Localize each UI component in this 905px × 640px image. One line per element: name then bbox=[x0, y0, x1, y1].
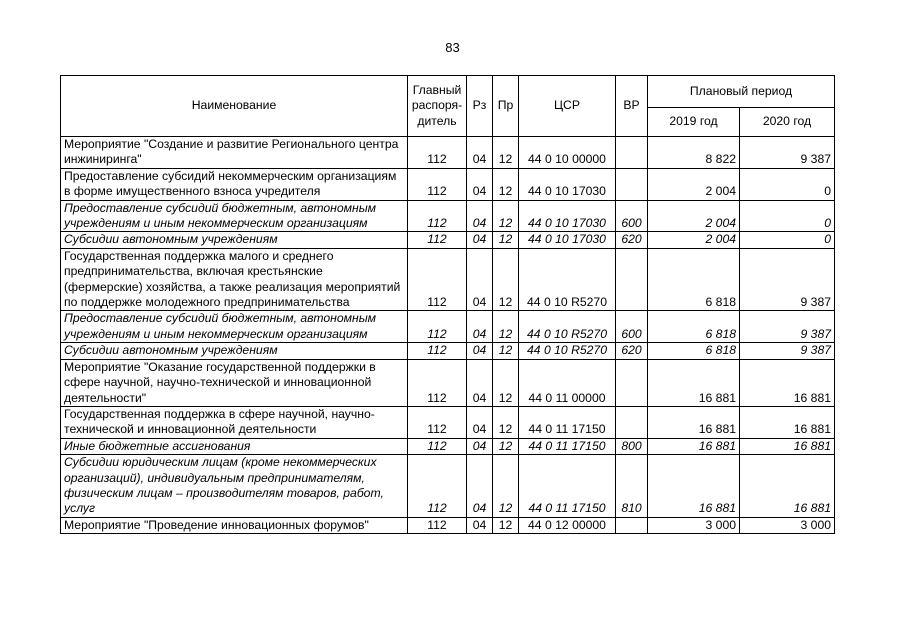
row-amount-2019: 2 004 bbox=[648, 200, 740, 232]
row-target-article: 44 0 12 00000 bbox=[519, 517, 616, 533]
row-name: Мероприятие "Проведение инновационных форумов" bbox=[61, 517, 408, 533]
row-subsection: 12 bbox=[493, 438, 519, 454]
budget-table bbox=[60, 75, 835, 534]
row-amount-2019: 6 818 bbox=[648, 311, 740, 343]
page-number: 83 bbox=[445, 40, 460, 55]
row-main-manager: 112 bbox=[408, 137, 467, 169]
row-name: Государственная поддержка в сфере научной, научно-технической и инновационной деятельности bbox=[61, 406, 408, 438]
row-subsection: 12 bbox=[493, 517, 519, 533]
row-subsection: 12 bbox=[493, 455, 519, 518]
row-amount-2019: 3 000 bbox=[648, 517, 740, 533]
table-row bbox=[61, 406, 835, 438]
row-expense-type: 620 bbox=[616, 232, 648, 248]
header-row bbox=[61, 76, 835, 108]
row-amount-2020: 0 bbox=[740, 168, 835, 200]
header-name: Наименование bbox=[61, 76, 408, 137]
row-expense-type: 600 bbox=[616, 200, 648, 232]
row-name: Субсидии автономным учреждениям bbox=[61, 343, 408, 359]
row-amount-2019: 6 818 bbox=[648, 248, 740, 311]
table-row bbox=[61, 311, 835, 343]
row-target-article: 44 0 11 17150 bbox=[519, 438, 616, 454]
row-amount-2020: 16 881 bbox=[740, 438, 835, 454]
row-main-manager: 112 bbox=[408, 359, 467, 406]
row-expense-type bbox=[616, 168, 648, 200]
row-subsection: 12 bbox=[493, 359, 519, 406]
header-planned-period: Плановый период bbox=[648, 76, 835, 108]
row-amount-2019: 2 004 bbox=[648, 168, 740, 200]
table-body bbox=[61, 137, 835, 534]
row-amount-2019: 16 881 bbox=[648, 455, 740, 518]
row-subsection: 12 bbox=[493, 168, 519, 200]
row-subsection: 12 bbox=[493, 343, 519, 359]
row-section: 04 bbox=[467, 232, 493, 248]
row-amount-2020: 16 881 bbox=[740, 455, 835, 518]
row-expense-type: 810 bbox=[616, 455, 648, 518]
row-target-article: 44 0 10 17030 bbox=[519, 168, 616, 200]
row-expense-type bbox=[616, 517, 648, 533]
row-section: 04 bbox=[467, 248, 493, 311]
row-section: 04 bbox=[467, 455, 493, 518]
row-target-article: 44 0 11 17150 bbox=[519, 455, 616, 518]
row-amount-2020: 9 387 bbox=[740, 137, 835, 169]
row-expense-type: 620 bbox=[616, 343, 648, 359]
row-subsection: 12 bbox=[493, 406, 519, 438]
row-target-article: 44 0 10 00000 bbox=[519, 137, 616, 169]
row-subsection: 12 bbox=[493, 232, 519, 248]
row-name: Субсидии автономным учреждениям bbox=[61, 232, 408, 248]
row-amount-2020: 3 000 bbox=[740, 517, 835, 533]
row-subsection: 12 bbox=[493, 311, 519, 343]
table-row bbox=[61, 200, 835, 232]
row-subsection: 12 bbox=[493, 200, 519, 232]
table-row bbox=[61, 438, 835, 454]
row-amount-2020: 0 bbox=[740, 200, 835, 232]
row-target-article: 44 0 10 R5270 bbox=[519, 311, 616, 343]
table-row bbox=[61, 517, 835, 533]
row-amount-2019: 16 881 bbox=[648, 438, 740, 454]
header-expense-type: ВР bbox=[616, 76, 648, 137]
row-main-manager: 112 bbox=[408, 248, 467, 311]
row-expense-type bbox=[616, 248, 648, 311]
row-section: 04 bbox=[467, 343, 493, 359]
row-target-article: 44 0 10 17030 bbox=[519, 200, 616, 232]
row-target-article: 44 0 11 00000 bbox=[519, 359, 616, 406]
row-name: Предоставление субсидий бюджетным, автономным учреждениям и иным некоммерческим организациям bbox=[61, 200, 408, 232]
row-main-manager: 112 bbox=[408, 438, 467, 454]
row-amount-2019: 16 881 bbox=[648, 406, 740, 438]
row-subsection: 12 bbox=[493, 248, 519, 311]
row-main-manager: 112 bbox=[408, 311, 467, 343]
row-name: Иные бюджетные ассигнования bbox=[61, 438, 408, 454]
row-expense-type: 800 bbox=[616, 438, 648, 454]
table-row bbox=[61, 137, 835, 169]
row-section: 04 bbox=[467, 438, 493, 454]
row-expense-type bbox=[616, 137, 648, 169]
row-name: Предоставление субсидий бюджетным, автономным учреждениям и иным некоммерческим организациям bbox=[61, 311, 408, 343]
row-amount-2019: 2 004 bbox=[648, 232, 740, 248]
row-name: Государственная поддержка малого и среднего предпринимательства, включая крестьянские (фермерские) хозяйства, а также реализация мероприятий по поддержке молодежного предпринимательства bbox=[61, 248, 408, 311]
row-target-article: 44 0 11 17150 bbox=[519, 406, 616, 438]
header-year-2020: 2020 год bbox=[740, 108, 835, 137]
table-row bbox=[61, 248, 835, 311]
row-main-manager: 112 bbox=[408, 517, 467, 533]
header-year-2019: 2019 год bbox=[648, 108, 740, 137]
row-main-manager: 112 bbox=[408, 168, 467, 200]
row-amount-2020: 9 387 bbox=[740, 311, 835, 343]
row-expense-type bbox=[616, 406, 648, 438]
row-target-article: 44 0 10 R5270 bbox=[519, 248, 616, 311]
row-name: Субсидии юридическим лицам (кроме некоммерческих организаций), индивидуальным предпринимателям, физическим лицам – производителям товаров, работ, услуг bbox=[61, 455, 408, 518]
table-row bbox=[61, 359, 835, 406]
row-main-manager: 112 bbox=[408, 406, 467, 438]
table-row bbox=[61, 455, 835, 518]
row-expense-type bbox=[616, 359, 648, 406]
header-target-article: ЦСР bbox=[519, 76, 616, 137]
row-section: 04 bbox=[467, 406, 493, 438]
row-main-manager: 112 bbox=[408, 232, 467, 248]
row-name: Мероприятие "Оказание государственной поддержки в сфере научной, научно-технической и инновационной деятельности" bbox=[61, 359, 408, 406]
row-section: 04 bbox=[467, 200, 493, 232]
row-amount-2020: 9 387 bbox=[740, 343, 835, 359]
row-amount-2020: 16 881 bbox=[740, 406, 835, 438]
table-row bbox=[61, 168, 835, 200]
row-expense-type: 600 bbox=[616, 311, 648, 343]
header-section: Рз bbox=[467, 76, 493, 137]
row-target-article: 44 0 10 17030 bbox=[519, 232, 616, 248]
row-section: 04 bbox=[467, 359, 493, 406]
row-subsection: 12 bbox=[493, 137, 519, 169]
row-amount-2020: 16 881 bbox=[740, 359, 835, 406]
table-row bbox=[61, 232, 835, 248]
row-section: 04 bbox=[467, 517, 493, 533]
row-section: 04 bbox=[467, 168, 493, 200]
row-name: Мероприятие "Создание и развитие Регионального центра инжиниринга" bbox=[61, 137, 408, 169]
row-target-article: 44 0 10 R5270 bbox=[519, 343, 616, 359]
row-amount-2020: 0 bbox=[740, 232, 835, 248]
row-name: Предоставление субсидий некоммерческим организациям в форме имущественного взноса учредителя bbox=[61, 168, 408, 200]
row-amount-2019: 6 818 bbox=[648, 343, 740, 359]
row-section: 04 bbox=[467, 137, 493, 169]
row-main-manager: 112 bbox=[408, 455, 467, 518]
table-row bbox=[61, 343, 835, 359]
row-amount-2020: 9 387 bbox=[740, 248, 835, 311]
header-subsection: Пр bbox=[493, 76, 519, 137]
row-section: 04 bbox=[467, 311, 493, 343]
row-amount-2019: 8 822 bbox=[648, 137, 740, 169]
row-main-manager: 112 bbox=[408, 343, 467, 359]
row-amount-2019: 16 881 bbox=[648, 359, 740, 406]
header-main-manager: Главный распоря-дитель bbox=[408, 76, 467, 137]
row-main-manager: 112 bbox=[408, 200, 467, 232]
